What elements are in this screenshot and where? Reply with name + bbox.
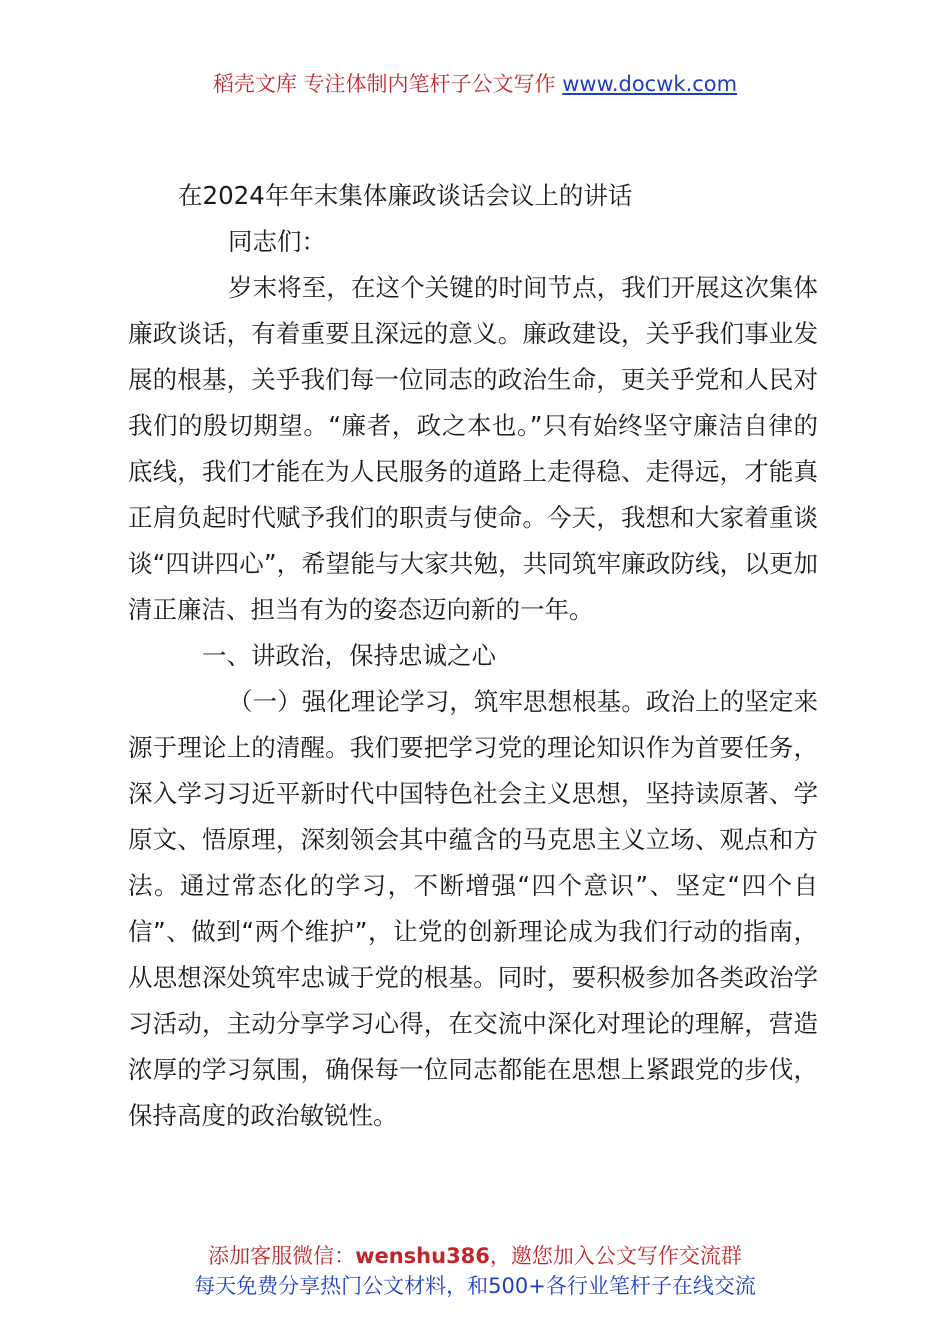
header-brand: 稻壳文库 专注体制内笔杆子公文写作 (212, 72, 563, 96)
document-body (128, 173, 818, 1139)
footer-contact-line (0, 1240, 950, 1270)
footer-promo-line: 每天免费分享热门公文材料，和500+各行业笔杆子在线交流 (194, 1274, 756, 1298)
wechat-id: wenshu386 (355, 1244, 490, 1268)
footer-prefix: 添加客服微信： (208, 1244, 356, 1268)
document-title: 在2024年年末集体廉政谈话会议上的讲话 (178, 181, 633, 210)
salutation: 同志们： (228, 227, 326, 256)
page-header (0, 68, 950, 98)
footer-suffix: ，邀您加入公文写作交流群 (489, 1244, 742, 1268)
header-site-link[interactable]: www.docwk.com (562, 72, 738, 96)
section-heading-1: 一、讲政治，保持忠诚之心 (202, 641, 496, 670)
intro-paragraph: 岁末将至，在这个关键的时间节点，我们开展这次集体廉政谈话，有着重要且深远的意义。廉政建设，关乎我们事业发展的根基，关乎我们每一位同志的政治生命，更关乎党和人民对我们的殷切期望。“廉者，政之本也。”只有始终坚守廉洁自律的底线，我们才能在为人民服务的道路上走得稳、走得远，才能真正肩负起时代赋予我们的职责与使命。今天，我想和大家着重谈谈“四讲四心”，希望能与大家共勉，共同筑牢廉政防线，以更加清正廉洁、担当有为的姿态迈向新的一年。 (128, 273, 818, 624)
subsection-paragraph-1: （一）强化理论学习，筑牢思想根基。政治上的坚定来源于理论上的清醒。我们要把学习党的理论知识作为首要任务，深入学习习近平新时代中国特色社会主义思想，坚持读原著、学原文、悟原理，深刻领会其中蕴含的马克思主义立场、观点和方法。通过常态化的学习，不断增强“四个意识”、坚定“四个自信”、做到“两个维护”，让党的创新理论成为我们行动的指南，从思想深处筑牢忠诚于党的根基。同时，要积极参加各类政治学习活动，主动分享学习心得，在交流中深化对理论的理解，营造浓厚的学习氛围，确保每一位同志都能在思想上紧跟党的步伐，保持高度的政治敏锐性。 (128, 687, 818, 1130)
